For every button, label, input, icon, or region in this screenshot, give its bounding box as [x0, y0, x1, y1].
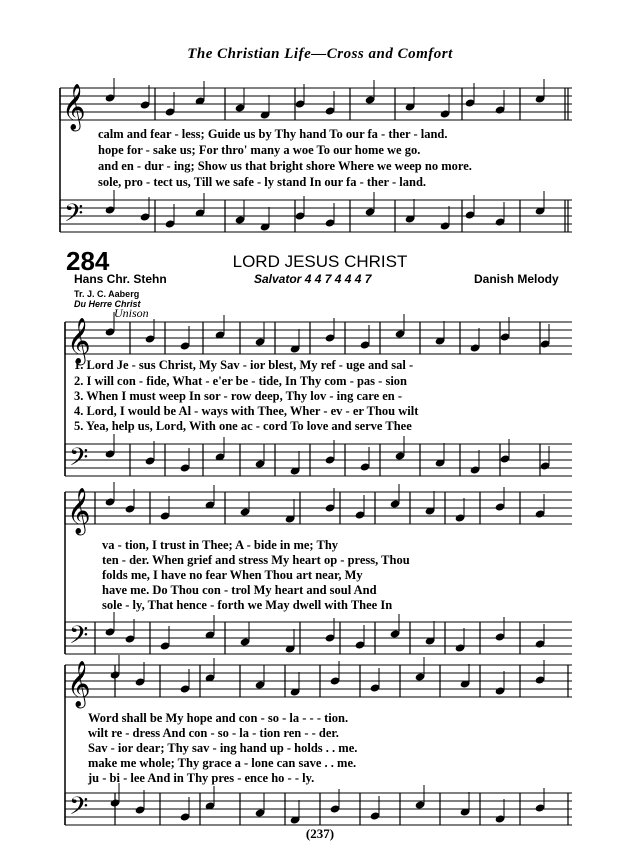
- bass-clef: 𝄢: [64, 199, 84, 234]
- performance-direction: Unison: [114, 306, 149, 320]
- system1-verse-5: 5. Yea, help us, Lord, With one ac - cord To love and serve Thee: [74, 419, 412, 433]
- system2-verse-4: have me. Do Thou con - trol My heart and soul And: [102, 583, 377, 597]
- system3-verse-3: Sav - ior dear; Thy sav - ing hand up - holds . . me.: [88, 741, 358, 755]
- system3-verse-5: ju - bi - lee And in Thy pres - ence ho - - ly.: [88, 771, 315, 785]
- original-title: Du Herre Christ: [74, 299, 141, 309]
- top-verse-4: sole, pro - tect us, Till we safe - ly stand In our fa - ther - land.: [98, 175, 427, 189]
- system2-verse-5: sole - ly, That hence - forth we May dwell with Thee In: [102, 598, 393, 612]
- system1-verse-2: 2. I will con - fide, What - e'er be - tide, In Thy com - pas - sion: [74, 374, 407, 388]
- system3-verse-2: wilt re - dress And con - so - la - tion ren - - der.: [88, 726, 339, 740]
- system2-verse-2: ten - der. When grief and stress My heart op - press, Thou: [102, 553, 410, 567]
- bass-clef: 𝄢: [69, 792, 89, 827]
- system1-verse-1: 1. Lord Je - sus Christ, My Sav - ior blest, My ref - uge and sal -: [74, 358, 414, 372]
- top-verse-1: calm and fear - less; Guide us by Thy hand To our fa - ther - land.: [98, 127, 448, 141]
- hymn-number: 284: [66, 246, 110, 276]
- translator: Tr. J. C. Aaberg: [74, 289, 140, 299]
- treble-clef: 𝄞: [67, 488, 91, 534]
- hymn-author: Hans Chr. Stehn: [74, 272, 167, 286]
- bass-clef: 𝄢: [69, 621, 89, 656]
- melody-source: Danish Melody: [474, 272, 559, 286]
- system3-verse-1: Word shall be My hope and con - so - la - - - tion.: [88, 711, 349, 725]
- page-number: (237): [305, 826, 335, 841]
- system2-verse-3: folds me, I have no fear When Thou art near, My: [102, 568, 363, 582]
- system1-verse-3: 3. When I must weep In sor - row deep, Thy lov - ing care en -: [74, 389, 403, 403]
- system3-verse-4: make me whole; Thy grace a - lone can save . . me.: [88, 756, 357, 770]
- top-verse-3: and en - dur - ing; Show us that bright shore Where we weep no more.: [98, 159, 472, 173]
- treble-clef: 𝄞: [67, 661, 91, 707]
- hymn-title: LORD JESUS CHRIST: [232, 252, 408, 271]
- bass-clef: 𝄢: [69, 443, 89, 478]
- system1-verse-4: 4. Lord, I would be Al - ways with Thee, Wher - ev - er Thou wilt: [74, 404, 419, 418]
- treble-clef: 𝄞: [62, 84, 86, 130]
- treble-clef: 𝄞: [67, 318, 91, 364]
- top-verse-2: hope for - sake us; For thro' many a woe To our home we go.: [98, 143, 421, 157]
- page-header: The Christian Life—Cross and Comfort: [187, 46, 453, 62]
- tune-name: Salvator 4 4 7 4 4 4 7: [254, 272, 372, 286]
- system2-verse-1: va - tion, I trust in Thee; A - bide in me; Thy: [102, 538, 339, 552]
